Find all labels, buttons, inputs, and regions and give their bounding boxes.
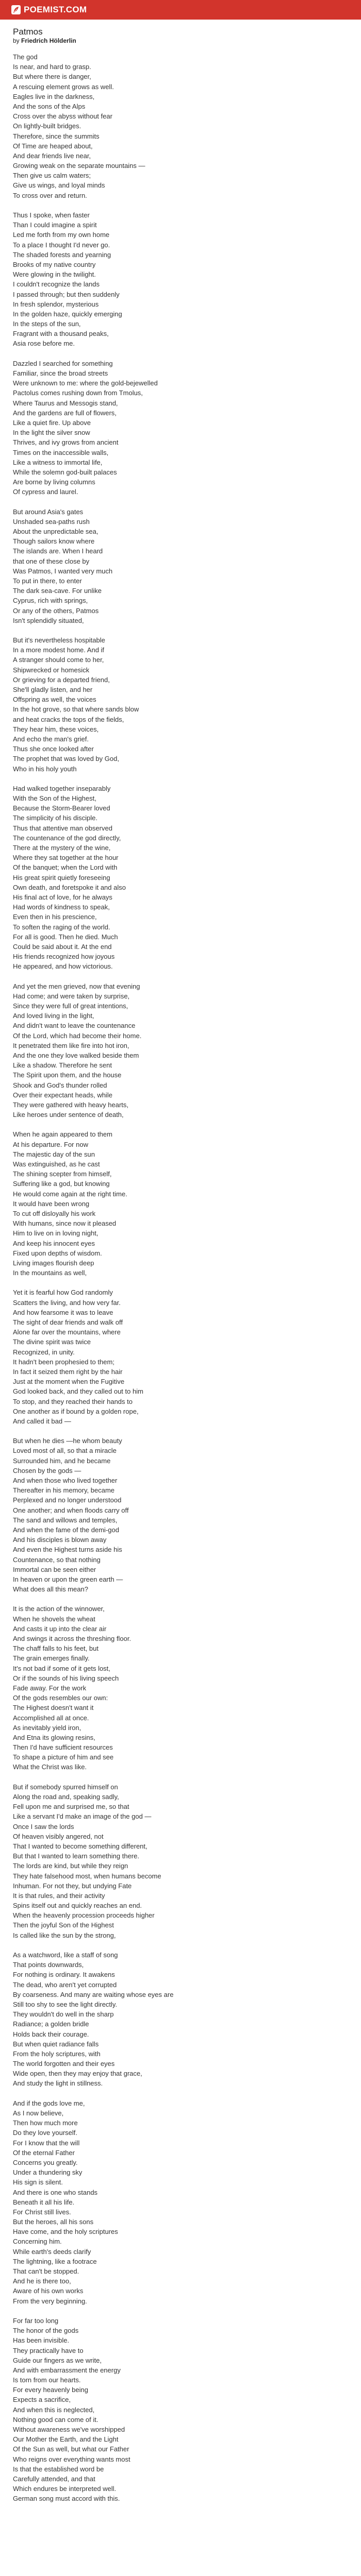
poem-line: But that I wanted to learn something there. bbox=[13, 1852, 139, 1860]
poem-line: They hear him, these voices, bbox=[13, 725, 99, 733]
poem-line: Or any of the others, Patmos bbox=[13, 606, 99, 615]
poem-line: Where Taurus and Messogis stand, bbox=[13, 399, 118, 407]
poem-line: In the steps of the sun, bbox=[13, 320, 81, 328]
poem-line: Of Time are heaped about, bbox=[13, 142, 93, 150]
poem-line: Had words of kindness to speak, bbox=[13, 903, 110, 911]
poem-line: Still too shy to see the light directly. bbox=[13, 2000, 118, 2008]
poem-line: Because the Storm-Bearer loved bbox=[13, 804, 110, 812]
poem-line: Once I saw the lords bbox=[13, 1822, 74, 1831]
poem-line: And with embarrassment the energy bbox=[13, 2366, 121, 2374]
poem-line: In a more modest home. And if bbox=[13, 646, 105, 654]
poem-line: Asia rose before me. bbox=[13, 340, 75, 348]
logo-text: POEMIST.COM bbox=[24, 5, 87, 14]
poem-line: And when those who lived together bbox=[13, 1477, 118, 1484]
poem-line: That can't be stopped. bbox=[13, 2267, 79, 2275]
poem-line: Is torn from our hearts. bbox=[13, 2376, 81, 2384]
poem-line: About the unpredictable sea, bbox=[13, 528, 99, 535]
poem-line: With the Son of the Highest, bbox=[13, 794, 96, 803]
poem-line: For Christ still lives. bbox=[13, 2208, 71, 2216]
poem-line: Of the eternal Father bbox=[13, 2148, 75, 2157]
poem-line: Do they love yourself. bbox=[13, 2129, 78, 2137]
poem-line: Loved most of all, so that a miracle bbox=[13, 1447, 117, 1455]
poem-line: that one of these close by bbox=[13, 557, 90, 565]
poem-line: That points downwards, bbox=[13, 1961, 84, 1969]
poem-line: Were unknown to me: where the gold-bejewelled bbox=[13, 379, 158, 387]
poem-line: That I wanted to become something different, bbox=[13, 1842, 147, 1850]
poem-line: Concerning him. bbox=[13, 2238, 62, 2246]
poem-line: And swings it across the threshing floor. bbox=[13, 1635, 132, 1642]
poem-line: Thrives, and ivy grows from ancient bbox=[13, 438, 119, 447]
poem-line: Our Mother the Earth, and the Light bbox=[13, 2435, 119, 2444]
poem-line: Shipwrecked or homesick bbox=[13, 666, 90, 674]
poem-line: The dark sea-cave. For unlike bbox=[13, 587, 102, 595]
poem-line: By coarseness. And many are waiting whose eyes are bbox=[13, 1990, 174, 1998]
poem-line: The prophet that was loved by God, bbox=[13, 755, 119, 763]
poem-line: Led me forth from my own home bbox=[13, 231, 110, 239]
poem-line: Spins itself out and quickly reaches an end. bbox=[13, 1902, 142, 1910]
poem-line: But where there is danger, bbox=[13, 73, 91, 81]
site-logo[interactable] bbox=[11, 5, 87, 15]
poem-line: It is the action of the winnower, bbox=[13, 1605, 105, 1613]
poem-line: From the holy scriptures, with bbox=[13, 2049, 101, 2058]
poem-line: Of cypress and laurel. bbox=[13, 488, 78, 496]
poem-line: Shook and God's thunder rolled bbox=[13, 1081, 107, 1089]
stanza bbox=[13, 1129, 348, 1278]
poem-line: Had come; and were taken by surprise, bbox=[13, 992, 130, 1000]
stanza bbox=[13, 1950, 348, 2089]
poem-line: And his disciples is blown away bbox=[13, 1536, 107, 1544]
poem-line: His sign is silent. bbox=[13, 2178, 63, 2187]
poem-line: Eagles live in the darkness, bbox=[13, 92, 95, 100]
poem-line: And echo the man's grief. bbox=[13, 735, 89, 743]
poem-line: And called it bad — bbox=[13, 1417, 71, 1425]
poem-line: Of the Sun as well, but what our Father bbox=[13, 2445, 129, 2453]
stanza bbox=[13, 210, 348, 349]
poem-line: To put in there, to enter bbox=[13, 577, 82, 585]
poem-line: Is that the established word be bbox=[13, 2465, 104, 2473]
poem-line: While earth's deeds clarify bbox=[13, 2247, 91, 2256]
poem-line: Of heaven visibly angered, not bbox=[13, 1832, 104, 1840]
poem-line: Nothing good can come of it. bbox=[13, 2415, 99, 2424]
poem-line: While the solemn god-built palaces bbox=[13, 468, 117, 476]
poem-line: It is that rules, and their activity bbox=[13, 1891, 105, 1900]
poem-line: Suffering like a god, but knowing bbox=[13, 1180, 110, 1188]
poem-line: As I now believe, bbox=[13, 2109, 64, 2117]
poem-line: Under a thundering sky bbox=[13, 2168, 83, 2177]
poem-line: And loved living in the light, bbox=[13, 1012, 94, 1020]
poem-line: Countenance, so that nothing bbox=[13, 1555, 101, 1564]
poem-line: Give us wings, and loyal minds bbox=[13, 181, 105, 190]
poem-line: Dazzled I searched for something bbox=[13, 359, 113, 367]
poem-line: For I know that the will bbox=[13, 2139, 80, 2147]
poem-line: Even then in his prescience, bbox=[13, 913, 97, 921]
poem-line: Concerns you greatly. bbox=[13, 2158, 78, 2166]
poem-line: His great spirit quietly foreseeing bbox=[13, 873, 110, 882]
stanza bbox=[13, 359, 348, 497]
poem-line: Thus she once looked after bbox=[13, 745, 94, 753]
poem-line: and heat cracks the tops of the fields, bbox=[13, 715, 124, 723]
poem-line: One another as if bound by a golden rope, bbox=[13, 1407, 139, 1415]
poem-line: Then how much more bbox=[13, 2119, 78, 2127]
poem-line: The honor of the gods bbox=[13, 2327, 79, 2335]
poem-line: The divine spirit was twice bbox=[13, 1338, 91, 1346]
poem-line: To a place I thought I'd never go. bbox=[13, 241, 110, 249]
poem-line: There at the mystery of the wine, bbox=[13, 844, 111, 852]
stanza bbox=[13, 1604, 348, 1772]
poem-line: Yet it is fearful how God randomly bbox=[13, 1289, 113, 1297]
poem-line: And if the gods love me, bbox=[13, 2099, 85, 2107]
poem-line: The islands are. When I heard bbox=[13, 547, 103, 555]
poem-line: His friends recognized how joyous bbox=[13, 953, 115, 961]
poem-line: Like a witness to immortal life, bbox=[13, 458, 103, 466]
stanza bbox=[13, 784, 348, 972]
poem-line: For nothing is ordinary. It awakens bbox=[13, 1971, 115, 1979]
poem-line: For all is good. Then he died. Much bbox=[13, 933, 118, 941]
poem-line: Immortal can be seen either bbox=[13, 1565, 96, 1573]
poem-line: Could be said about it. At the end bbox=[13, 942, 112, 951]
poem-line: In fresh splendor, mysterious bbox=[13, 300, 99, 308]
author-link[interactable]: Friedrich Hölderlin bbox=[21, 37, 76, 44]
poem-line: Along the road and, speaking sadly, bbox=[13, 1793, 119, 1801]
poem-line: Beneath it all his life. bbox=[13, 2198, 75, 2206]
poem-line: One another; and when floods carry off bbox=[13, 1506, 129, 1514]
poem-line: Radiance; a golden bridle bbox=[13, 2020, 89, 2028]
poem-title: Patmos bbox=[13, 27, 43, 37]
poem-line: Inhuman. For not they, but undying Fate bbox=[13, 1882, 132, 1890]
stanza bbox=[13, 507, 348, 625]
poem-line: In the mountains as well, bbox=[13, 1269, 87, 1277]
feather-icon bbox=[11, 5, 21, 14]
poem-line: But if somebody spurred himself on bbox=[13, 1783, 118, 1791]
poem-line: When he shovels the wheat bbox=[13, 1615, 95, 1623]
poem-line: Guide our fingers as we write, bbox=[13, 2356, 102, 2364]
poem-line: They hate falsehood most, when humans become bbox=[13, 1872, 161, 1880]
poem-line: But around Asia's gates bbox=[13, 507, 84, 516]
poem-line: Offspring as well, the voices bbox=[13, 696, 96, 704]
poem-line: And the sons of the Alps bbox=[13, 102, 86, 110]
poem-line: Was Patmos, I wanted very much bbox=[13, 567, 113, 575]
poem-line: The god bbox=[13, 53, 38, 61]
poem-line: German song must accord with this. bbox=[13, 2495, 120, 2503]
poem-line: At his departure. For now bbox=[13, 1140, 88, 1148]
poem-line: In the hot grove, so that where sands blow bbox=[13, 705, 139, 714]
poem-line: Had walked together inseparably bbox=[13, 784, 111, 792]
poem-line: It hadn't been prophesied to them; bbox=[13, 1358, 114, 1366]
poem-line: Familiar, since the broad streets bbox=[13, 369, 108, 377]
poem-line: From the very beginning. bbox=[13, 2297, 87, 2305]
poem-line: Perplexed and no longer understood bbox=[13, 1496, 122, 1504]
poem-line: For far too long bbox=[13, 2316, 59, 2325]
poem-line: And keep his innocent eyes bbox=[13, 1239, 95, 1247]
poem-line: As inevitably yield iron, bbox=[13, 1723, 81, 1732]
stanza bbox=[13, 2098, 348, 2306]
poem-line: They were gathered with heavy hearts, bbox=[13, 1100, 129, 1109]
poem-line: Holds back their courage. bbox=[13, 2030, 89, 2038]
poem-line: Living images flourish deep bbox=[13, 1259, 94, 1267]
poem-line: Thus that attentive man observed bbox=[13, 824, 112, 832]
poem-line: Times on the inaccessible walls, bbox=[13, 448, 109, 456]
poem-line: Expects a sacrifice, bbox=[13, 2396, 71, 2404]
poem-line: It penetrated them like fire into hot iron, bbox=[13, 1041, 129, 1049]
poem-line: And Etna its glowing resins, bbox=[13, 1733, 95, 1741]
poem-line: Carefully attended, and that bbox=[13, 2475, 95, 2483]
poem-line: Have come, and the holy scriptures bbox=[13, 2228, 118, 2236]
poem-line: Of the banquet; when the Lord with bbox=[13, 863, 118, 872]
poem-line: Is called like the sun by the strong, bbox=[13, 1931, 116, 1939]
poem-line: And didn't want to leave the countenance bbox=[13, 1022, 136, 1030]
poem-line: Who in his holy youth bbox=[13, 765, 77, 773]
poem-line: But it's nevertheless hospitable bbox=[13, 636, 105, 645]
poem-line: The grain emerges finally. bbox=[13, 1654, 90, 1663]
poem-line: Cyprus, rich with springs, bbox=[13, 597, 88, 605]
poem-line: And the gardens are full of flowers, bbox=[13, 409, 117, 417]
poem-line: And there is one who stands bbox=[13, 2188, 98, 2196]
poem-line: The Highest doesn't want it bbox=[13, 1704, 94, 1712]
poem-line: Brooks of my native country bbox=[13, 260, 96, 268]
stanza bbox=[13, 1782, 348, 1940]
poem-line: I passed through; but then suddenly bbox=[13, 290, 120, 298]
poem-line: They wouldn't do well in the sharp bbox=[13, 2010, 114, 2019]
poem-line: Has been invisible. bbox=[13, 2336, 70, 2345]
stanza bbox=[13, 981, 348, 1120]
poem-content bbox=[13, 27, 348, 2504]
poem-line: And casts it up into the clear air bbox=[13, 1624, 107, 1633]
poem-line: Therefore, since the summits bbox=[13, 132, 100, 140]
poem-line: Then give us calm waters; bbox=[13, 172, 91, 180]
poem-line: His final act of love, for he always bbox=[13, 893, 112, 901]
poem-line: Since they were full of great intentions, bbox=[13, 1002, 128, 1010]
poem-line: The Spirit upon them, and the house bbox=[13, 1071, 122, 1079]
poem-line: The sight of dear friends and walk off bbox=[13, 1318, 123, 1326]
stanza bbox=[13, 635, 348, 774]
stanza bbox=[13, 1287, 348, 1426]
poem-line: He would come again at the right time. bbox=[13, 1190, 127, 1198]
poem-line: He appeared, and how victorious. bbox=[13, 962, 113, 971]
poem-line: What the Christ was like. bbox=[13, 1763, 87, 1771]
poem-line: Recognized, in unity. bbox=[13, 1348, 75, 1356]
poem-line: Fell upon me and surprised me, so that bbox=[13, 1803, 129, 1811]
poem-line: Wide open, then they may enjoy that grace, bbox=[13, 2070, 142, 2078]
poem-line: Over their expectant heads, while bbox=[13, 1091, 112, 1099]
poem-line: Who reigns over everything wants most bbox=[13, 2455, 130, 2463]
poem-line: Cross over the abyss without fear bbox=[13, 112, 112, 121]
poem-line: To stop, and they reached their hands to bbox=[13, 1397, 133, 1405]
poem-line: Where they sat together at the hour bbox=[13, 854, 119, 862]
poem-line: But when quiet radiance falls bbox=[13, 2040, 99, 2048]
poem-line: Without awareness we've worshipped bbox=[13, 2426, 125, 2433]
poem-line: It would have been wrong bbox=[13, 1199, 90, 1208]
poem-line: God looked back, and they called out to him bbox=[13, 1387, 143, 1396]
poem-line: Were glowing in the twilight. bbox=[13, 270, 96, 279]
poem-line: Or grieving for a departed friend, bbox=[13, 675, 110, 684]
poem-line: As a watchword, like a staff of song bbox=[13, 1951, 118, 1959]
poem-line: I couldn't recognize the lands bbox=[13, 280, 100, 289]
poem-line: The shaded forests and yearning bbox=[13, 250, 111, 259]
poem-line: What does all this mean? bbox=[13, 1585, 88, 1594]
poem-line: And yet the men grieved, now that evening bbox=[13, 982, 140, 990]
poem-line: The sand and willows and temples, bbox=[13, 1516, 118, 1524]
poem-line: A rescuing element grows as well. bbox=[13, 82, 114, 91]
poem-line: The simplicity of his disciple. bbox=[13, 814, 97, 822]
poem-line: The world forgotten and their eyes bbox=[13, 2060, 115, 2068]
poem-line: When the heavenly procession proceeds higher bbox=[13, 1911, 155, 1920]
poem-line: And study the light in stillness. bbox=[13, 2079, 103, 2088]
site-header bbox=[0, 0, 361, 20]
poem-line: For every heavenly being bbox=[13, 2386, 88, 2394]
poem-line: Own death, and foretspoke it and also bbox=[13, 883, 126, 891]
byline bbox=[13, 37, 348, 45]
poem-line: They practically have to bbox=[13, 2346, 84, 2354]
poem-line: Pactolus comes rushing down from Tmolus, bbox=[13, 389, 143, 397]
poem-line: And he is there too, bbox=[13, 2277, 71, 2285]
poem-line: Like a shadow. Therefore he sent bbox=[13, 1061, 112, 1070]
poem-line: Than I could imagine a spirit bbox=[13, 221, 97, 229]
poem-line: And even the Highest turns aside his bbox=[13, 1546, 122, 1554]
poem-line: And when the fame of the demi-god bbox=[13, 1526, 119, 1534]
poem-line: Fixed upon depths of wisdom. bbox=[13, 1249, 102, 1257]
poem-line: Alone far over the mountains, where bbox=[13, 1328, 121, 1336]
poem-line: On lightly-built bridges. bbox=[13, 122, 81, 130]
poem-line: The lords are kind, but while they reign bbox=[13, 1862, 128, 1870]
poem-line: Just at the moment when the Fugitive bbox=[13, 1378, 125, 1386]
poem-line: Fade away. For the work bbox=[13, 1684, 87, 1692]
poem-line: The dead, who aren't yet corrupted bbox=[13, 1980, 117, 1989]
byline-prefix: by bbox=[13, 37, 20, 44]
poem-line: The shining scepter from himself, bbox=[13, 1170, 112, 1178]
poem-line: Is near, and hard to grasp. bbox=[13, 63, 91, 71]
poem-line: Unshaded sea-paths rush bbox=[13, 517, 90, 526]
poem-line: Surrounded him, and he became bbox=[13, 1456, 111, 1465]
poem-line: Thus I spoke, when faster bbox=[13, 211, 90, 219]
poem-line: And how fearsome it was to leave bbox=[13, 1308, 113, 1316]
poem-line: And when this is neglected, bbox=[13, 2405, 95, 2414]
poem-line: In fact it seized them right by the hair bbox=[13, 1367, 123, 1376]
poem-line: Thereafter in his memory, became bbox=[13, 1486, 114, 1495]
poem-line: The lightning, like a footrace bbox=[13, 2257, 97, 2265]
poem-line: Of the gods resembles our own: bbox=[13, 1694, 108, 1702]
poem-line: To soften the raging of the world. bbox=[13, 923, 110, 931]
stanza bbox=[13, 52, 348, 200]
poem-line: In heaven or upon the green earth — bbox=[13, 1575, 123, 1583]
poem-line: The majestic day of the sun bbox=[13, 1150, 95, 1158]
poem-line: And dear friends live near, bbox=[13, 151, 91, 160]
poem-line: Or if the sounds of his living speech bbox=[13, 1674, 119, 1682]
poem-line: She'll gladly listen, and her bbox=[13, 686, 93, 693]
stanza bbox=[13, 2316, 348, 2504]
poem-line: Was extinguished, as he cast bbox=[13, 1160, 100, 1168]
poem-line: With humans, since now it pleased bbox=[13, 1219, 117, 1228]
poem-line: Then the joyful Son of the Highest bbox=[13, 1921, 114, 1929]
poem-line: A stranger should come to her, bbox=[13, 656, 104, 664]
poem-line: But the heroes, all his sons bbox=[13, 2218, 94, 2226]
poem-line: Fragrant with a thousand peaks, bbox=[13, 330, 109, 338]
poem-line: Of the Lord, which had become their home. bbox=[13, 1031, 142, 1040]
stanza bbox=[13, 1436, 348, 1594]
poem-line: Though sailors know where bbox=[13, 537, 95, 546]
poem-line: To shape a picture of him and see bbox=[13, 1753, 114, 1761]
poem-body bbox=[13, 52, 348, 2504]
poem-line: But when he dies —he whom beauty bbox=[13, 1437, 122, 1445]
poem-line: And the one they love walked beside them bbox=[13, 1051, 139, 1059]
poem-line: Like heroes under sentence of death, bbox=[13, 1111, 124, 1119]
poem-line: Growing weak on the separate mountains — bbox=[13, 162, 145, 170]
poem-line: Aware of his own works bbox=[13, 2287, 84, 2295]
poem-line: In the light the silver snow bbox=[13, 429, 90, 437]
poem-line: Are borne by living columns bbox=[13, 478, 95, 486]
poem-line: Him to live on in loving night, bbox=[13, 1229, 99, 1238]
poem-line: Which endures be interpreted well. bbox=[13, 2485, 117, 2493]
poem-line: To cross over and return. bbox=[13, 191, 87, 199]
poem-line: Like a servant I'd make an image of the god — bbox=[13, 1812, 152, 1821]
poem-line: Accomplished all at once. bbox=[13, 1714, 89, 1722]
poem-line: Then I'd have sufficient resources bbox=[13, 1743, 113, 1752]
poem-line: Chosen by the gods — bbox=[13, 1466, 81, 1475]
poem-line: The chaff falls to his feet, but bbox=[13, 1645, 99, 1653]
poem-line: When he again appeared to them bbox=[13, 1130, 112, 1139]
poem-line: In the golden haze, quickly emerging bbox=[13, 310, 122, 318]
poem-line: It's not bad if some of it gets lost, bbox=[13, 1664, 110, 1672]
poem-line: The countenance of the god directly, bbox=[13, 834, 121, 842]
poem-line: Like a quiet fire. Up above bbox=[13, 418, 91, 427]
poem-line: Isn't splendidly situated, bbox=[13, 616, 84, 624]
poem-line: To cut off disloyally his work bbox=[13, 1209, 96, 1217]
poem-line: Scatters the living, and how very far. bbox=[13, 1298, 121, 1307]
